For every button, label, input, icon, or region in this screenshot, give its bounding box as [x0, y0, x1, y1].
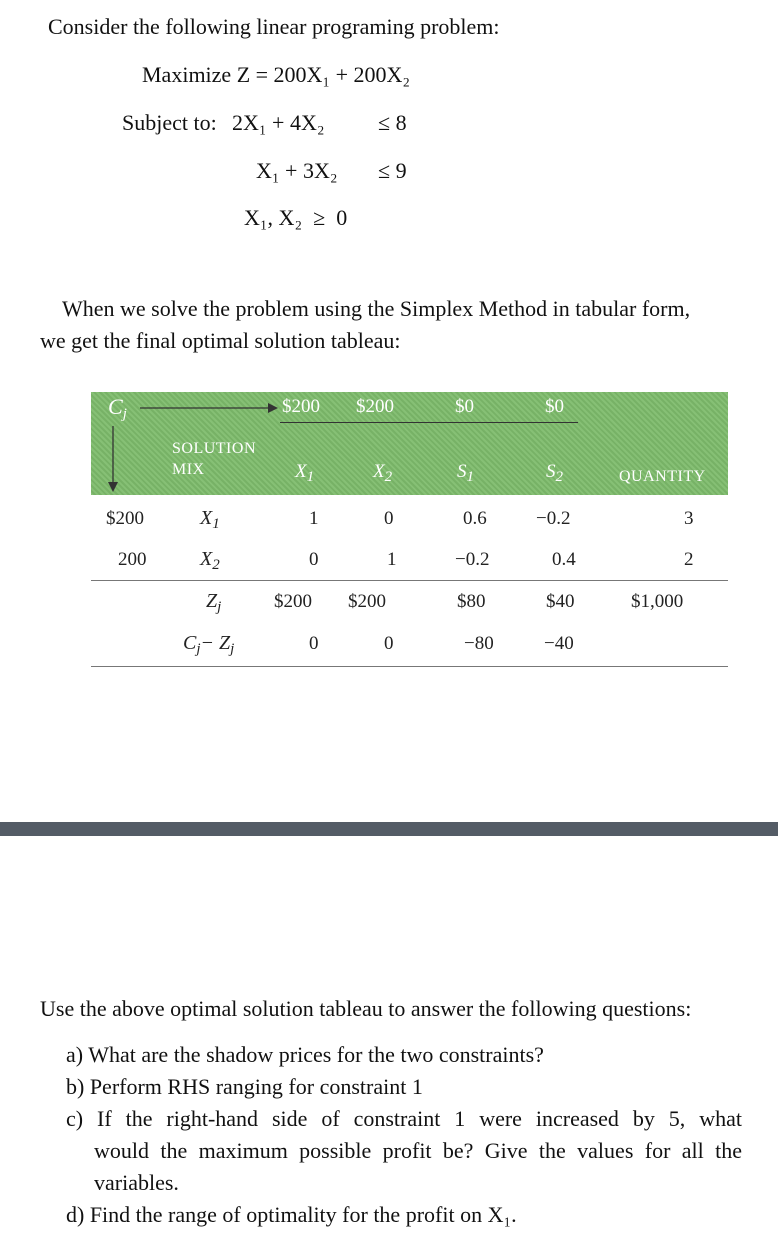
row1-x2: 0 [384, 508, 394, 529]
zj-total: $1,000 [631, 591, 684, 612]
row1-s1: 0.6 [463, 508, 487, 529]
row2-x1: 0 [309, 549, 319, 570]
cj-value-x2: $200 [356, 396, 394, 417]
cj-value-s2: $0 [545, 396, 564, 417]
question-c-line-3: variables. [94, 1170, 179, 1195]
header-s1: $S_1$ [457, 461, 474, 485]
row1-cb: $200 [106, 508, 144, 529]
row2-quantity: 2 [684, 549, 694, 570]
row1-basis: $X_1$ [200, 507, 220, 532]
header-x1: $X_1$ [295, 461, 315, 485]
description-line-2: we get the final optimal solution tableau: [40, 328, 401, 353]
row2-x2: 1 [387, 549, 397, 570]
constraint-1-lhs: 2X₁ + 4X₂ [232, 110, 325, 135]
row2-s1: −0.2 [455, 549, 490, 570]
zj-x1: $200 [274, 591, 312, 612]
header-s2: $S_2$ [546, 461, 563, 485]
constraint-1-rhs: ≤ 8 [378, 110, 407, 135]
cj-label: $C_j$ [108, 394, 127, 422]
row2-cb: 200 [118, 549, 147, 570]
question-b: b) Perform RHS ranging for constraint 1 [66, 1074, 423, 1099]
nonnegativity-constraint: X₁, X₂ ≥ 0 [244, 205, 348, 230]
row2-basis: $X_2$ [200, 548, 220, 573]
cj-minus-zj-label: $C_j- Z_j$ [183, 632, 235, 657]
row1-quantity: 3 [684, 508, 694, 529]
bottom-divider [91, 666, 728, 667]
solution-label: SOLUTION [172, 440, 256, 457]
zj-s2: $40 [546, 591, 575, 612]
section-separator [0, 822, 778, 836]
cj-value-s1: $0 [455, 396, 474, 417]
zj-x2: $200 [348, 591, 386, 612]
question-c-line-2: would the maximum possible profit be? Give the values for all the [94, 1138, 742, 1163]
question-a: a) What are the shadow prices for the two constraints? [66, 1042, 544, 1067]
question-c-line-1: c) If the right-hand side of constraint 1 were increased by 5, what [66, 1106, 742, 1131]
body-divider [91, 580, 728, 581]
cj-underline [280, 422, 578, 423]
row1-s2: −0.2 [536, 508, 571, 529]
constraint-2-rhs: ≤ 9 [378, 158, 407, 183]
questions-intro: Use the above optimal solution tableau to answer the following questions: [40, 996, 692, 1021]
cj-value-x1: $200 [282, 396, 320, 417]
row1-x1: 1 [309, 508, 319, 529]
zj-s1: $80 [457, 591, 486, 612]
problem-intro: Consider the following linear programing problem: [48, 14, 500, 39]
cz-x2: 0 [384, 633, 394, 654]
mix-label: MIX [172, 461, 205, 478]
quantity-label: QUANTITY [619, 468, 706, 485]
cz-x1: 0 [309, 633, 319, 654]
question-d: d) Find the range of optimality for the profit on X₁. [66, 1202, 517, 1227]
zj-label: $Z_j$ [206, 590, 222, 615]
cz-s1: −80 [464, 633, 494, 654]
constraint-2-lhs: X₁ + 3X₂ [256, 158, 338, 183]
row2-s2: 0.4 [552, 549, 576, 570]
subject-to-label: Subject to: [122, 110, 217, 135]
cz-s2: −40 [544, 633, 574, 654]
objective-function: Maximize Z = 200X₁ + 200X₂ [142, 62, 411, 87]
header-x2: $X_2$ [373, 461, 393, 485]
description-line-1: When we solve the problem using the Simplex Method in tabular form, [62, 296, 691, 321]
